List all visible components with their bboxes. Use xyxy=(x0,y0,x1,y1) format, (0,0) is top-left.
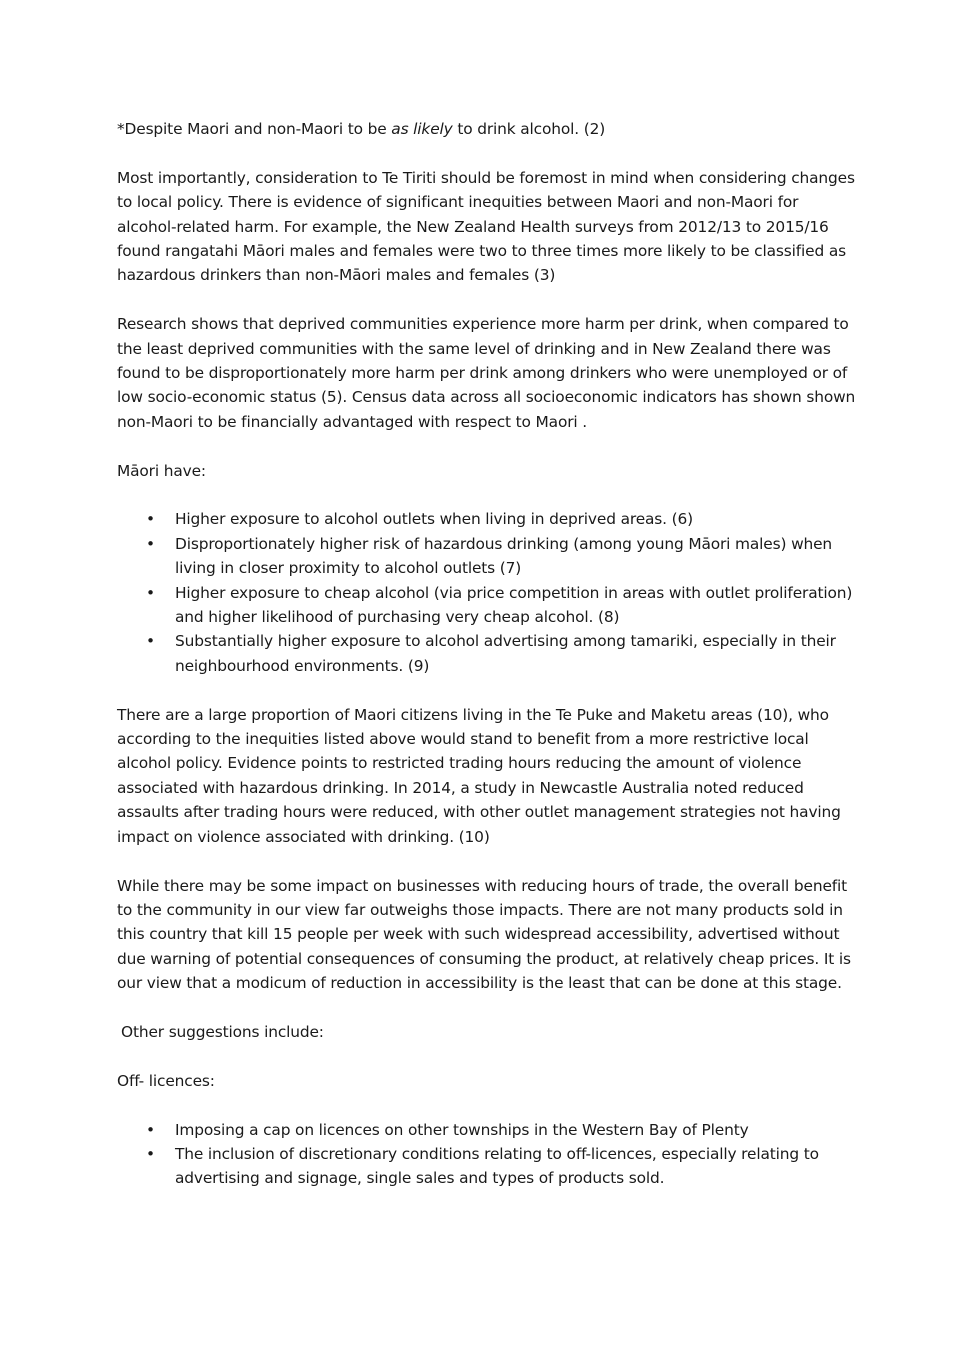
research-paragraph: Research shows that deprived communities experience more harm per drink, when compared to the least deprived communities with the same level of drinking and in New Zealand there was found to be disproportionately more harm per drink among drinkers who were unemployed or of low socio-economic status (5). Census data across all socioeconomic indicators has shown shown non-Maori to be financially advantaged with respect to Maori . xyxy=(117,315,856,431)
list-item: • Substantially higher exposure to alcohol advertising among tamariki, especially in their neighbourhood environments. (9) xyxy=(175,629,857,678)
list-item: • Higher exposure to alcohol outlets when living in deprived areas. (6) xyxy=(175,507,857,531)
intro-text-after: to drink alcohol. (2) xyxy=(452,120,606,138)
te-tiriti-paragraph: Most importantly, consideration to Te Tiriti should be foremost in mind when considering changes to local policy. There is evidence of significant inequities between Maori and non-Maori for alcohol-related harm. For example, the New Zealand Health surveys from 2012/13 to 2015/16 found rangatahi Māori males and females were two to three times more likely to be classified as hazardous drinkers than non-Māori males and females (3) xyxy=(117,168,855,285)
list-item: • Disproportionately higher risk of hazardous drinking (among young Māori males) when living in closer proximity to alcohol outlets (7) xyxy=(175,532,857,581)
intro-paragraph xyxy=(117,117,857,141)
maori-have-heading: Māori have: xyxy=(117,461,206,480)
intro-text-before: *Despite Maori and non-Maori to be xyxy=(117,120,392,138)
list-item: • Imposing a cap on licences on other townships in the Western Bay of Plenty xyxy=(175,1118,857,1142)
business-paragraph: While there may be some impact on businesses with reducing hours of trade, the overall benefit to the community in our view far outweighs those impacts. There are not many products sold in this country that kill 15 people per week with such widespread accessibility, advertised without due warning of potential consequences of consuming the product, at relatively cheap prices. It is our view that a modicum of reduction in accessibility is the least that can be done at this stage. xyxy=(117,876,851,993)
other-suggestions-heading: Other suggestions include: xyxy=(121,1022,324,1041)
list-item: • Higher exposure to cheap alcohol (via price competition in areas with outlet proliferation) and higher likelihood of purchasing very cheap alcohol. (8) xyxy=(175,581,857,630)
te-puke-paragraph: There are a large proportion of Maori citizens living in the Te Puke and Maketu areas (10), who according to the inequities listed above would stand to benefit from a more restrictive local alcohol policy. Evidence points to restricted trading hours reducing the amount of violence associated with hazardous drinking. In 2014, a study in Newcastle Australia noted reduced assaults after trading hours were reduced, with other outlet management strategies not having impact on violence associated with drinking. (10) xyxy=(117,705,841,846)
document-page xyxy=(117,117,857,1215)
list-item: • The inclusion of discretionary conditions relating to off-licences, especially relating to advertising and signage, single sales and types of products sold. xyxy=(175,1142,857,1191)
off-licences-heading: Off- licences: xyxy=(117,1071,215,1090)
maori-have-list xyxy=(117,507,857,678)
intro-emphasis: as likely xyxy=(391,120,453,138)
off-licences-list xyxy=(117,1118,857,1191)
